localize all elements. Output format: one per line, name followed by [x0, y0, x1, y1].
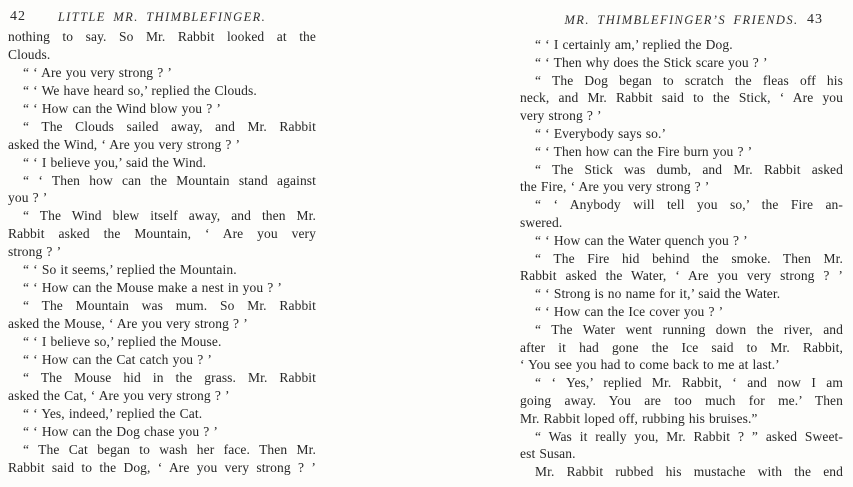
- text-line: “ The Clouds sailed away, and Mr. Rabbit: [23, 118, 316, 134]
- text-line: swered.: [520, 214, 563, 230]
- text-line: “ The Wind blew itself away, and then Mr.: [23, 208, 316, 224]
- text-line: you ? ’: [8, 190, 48, 206]
- text-line: “ ‘ We have heard so,’ replied the Clouds.: [23, 82, 257, 98]
- text-line: Mr. Rabbit loped off, rubbing his bruises.”: [520, 410, 758, 426]
- page-number-left: 42: [10, 9, 26, 24]
- text-line: “ ‘ Then why does the Stick scare you ? ’: [535, 54, 768, 70]
- text-line: “ ‘ How can the Dog chase you ? ’: [23, 423, 219, 439]
- text-line: ‘ You see you had to come back to me at last.’: [520, 357, 780, 373]
- text-line: “ ‘ I certainly am,’ replied the Dog.: [535, 37, 733, 52]
- text-line: “ ‘ How can the Mouse make a nest in you ? ’: [23, 280, 283, 296]
- text-line: “ The Dog began to scratch the fleas off his: [535, 72, 843, 88]
- page-42-text-column: [8, 28, 316, 476]
- text-line: “ Was it really you, Mr. Rabbit ? ” asked Sweet-: [535, 428, 843, 444]
- text-line: “ ‘ How can the Water quench you ? ’: [535, 232, 748, 248]
- text-line: Rabbit asked the Mountain, ‘ Are you very: [8, 226, 316, 242]
- text-line: “ ‘ Anybody will tell you so,’ the Fire an-: [535, 197, 843, 213]
- text-line: asked the Wind, ‘ Are you very strong ? ’: [8, 136, 241, 152]
- page-number-right: 43: [807, 12, 823, 27]
- text-line: “ The Mountain was mum. So Mr. Rabbit: [23, 298, 316, 314]
- text-line: “ The Stick was dumb, and Mr. Rabbit asked: [535, 161, 843, 177]
- text-line: “ ‘ I believe so,’ replied the Mouse.: [23, 333, 222, 349]
- text-line: “ ‘ Yes,’ replied Mr. Rabbit, ‘ and now I am: [535, 375, 843, 391]
- text-line: “ The Fire hid behind the smoke. Then Mr.: [535, 250, 843, 266]
- text-line: “ The Mouse hid in the grass. Mr. Rabbit: [23, 369, 316, 385]
- text-line: “ ‘ How can the Wind blow you ? ’: [23, 100, 221, 116]
- text-line: “ ‘ Strong is no name for it,’ said the Water.: [535, 286, 781, 302]
- text-line: going away. You are too much for me.’ Then: [520, 392, 843, 408]
- text-line: Mr. Rabbit rubbed his mustache with the end: [535, 464, 843, 480]
- text-line: Clouds.: [8, 46, 51, 62]
- text-line: strong ? ’: [8, 244, 62, 260]
- text-line: “ ‘ So it seems,’ replied the Mountain.: [23, 262, 237, 278]
- text-line: “ ‘ Everybody says so.’: [535, 125, 667, 141]
- text-line: “ ‘ How can the Cat catch you ? ’: [23, 351, 212, 367]
- text-line: after it had gone the Ice said to Mr. Rabbit,: [520, 339, 843, 355]
- text-line: “ ‘ How can the Ice cover you ? ’: [535, 303, 724, 319]
- text-line: Rabbit asked the Water, ‘ Are you very strong ? ’: [520, 268, 843, 284]
- text-line: “ ‘ Then how can the Fire burn you ? ’: [535, 143, 753, 159]
- text-line: asked the Mouse, ‘ Are you very strong ? ’: [8, 316, 248, 331]
- text-line: asked the Cat, ‘ Are you very strong ? ’: [8, 387, 230, 403]
- page-43-text-column: [520, 36, 843, 481]
- text-line: “ ‘ I believe you,’ said the Wind.: [23, 154, 207, 170]
- text-line: Rabbit said to the Dog, ‘ Are you very strong ? ’: [8, 459, 316, 475]
- text-line: very strong ? ’: [520, 108, 602, 124]
- text-line: “ The Cat began to wash her face. Then Mr.: [23, 441, 316, 457]
- running-header-left: [8, 9, 316, 25]
- running-title-left: LITTLE MR. THIMBLEFINGER.: [57, 10, 267, 24]
- text-line: est Susan.: [520, 446, 576, 462]
- text-line: neck, and Mr. Rabbit said to the Stick, ‘ Are you: [520, 90, 843, 106]
- running-header-right: [520, 12, 843, 28]
- text-line: “ The Water went running down the river, and: [535, 321, 843, 337]
- text-line: “ ‘ Yes, indeed,’ replied the Cat.: [23, 405, 203, 421]
- text-line: the Fire, ‘ Are you very strong ? ’: [520, 179, 710, 195]
- text-line: “ ‘ Are you very strong ? ’: [23, 64, 172, 80]
- text-line: nothing to say. So Mr. Rabbit looked at the: [8, 29, 316, 44]
- running-title-right: MR. THIMBLEFINGER’S FRIENDS.: [564, 13, 799, 27]
- text-line: “ ‘ Then how can the Mountain stand against: [23, 172, 316, 188]
